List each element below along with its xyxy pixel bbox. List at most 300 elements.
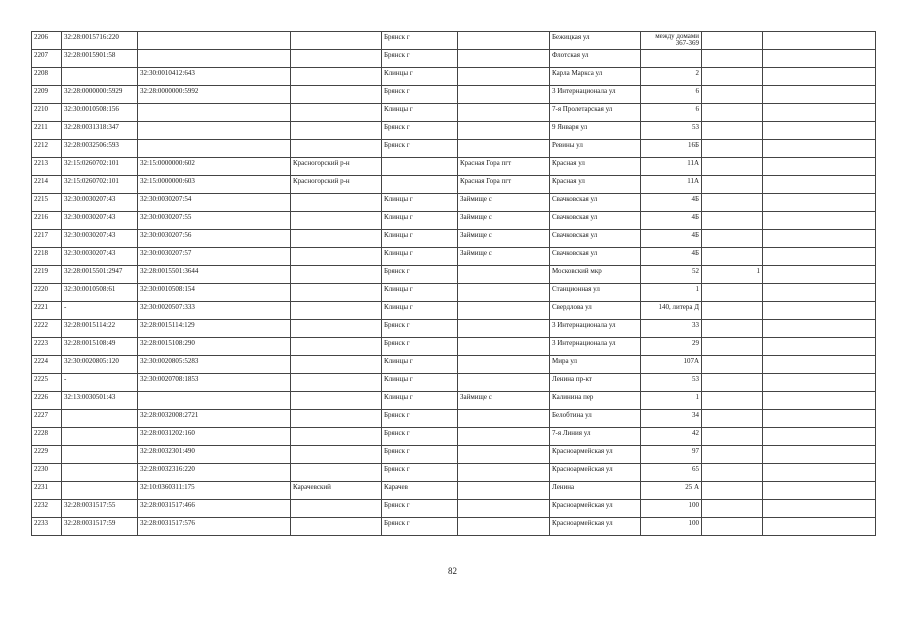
note-cell	[763, 392, 876, 410]
table-row	[32, 230, 876, 248]
table-row	[32, 302, 876, 320]
table-row	[32, 266, 876, 284]
table-row	[32, 104, 876, 122]
cadastral-number-cell: 32:28:0031517:55	[62, 500, 138, 518]
settlement-cell	[458, 356, 550, 374]
cadastral-number-cell: 32:28:0032506:593	[62, 140, 138, 158]
object-cadastral-cell: 32:10:0360311:175	[138, 482, 291, 500]
extra-cell	[702, 500, 763, 518]
city-cell: Клинцы г	[382, 302, 458, 320]
street-cell: Свачковская ул	[550, 194, 641, 212]
extra-cell	[702, 302, 763, 320]
table-row	[32, 284, 876, 302]
cadastral-number-cell	[62, 410, 138, 428]
city-cell: Карачев	[382, 482, 458, 500]
district-cell	[291, 356, 382, 374]
house-cell: 100	[641, 518, 702, 536]
row-number-cell: 2228	[32, 428, 62, 446]
city-cell: Брянск г	[382, 518, 458, 536]
object-cadastral-cell: 32:30:0030207:57	[138, 248, 291, 266]
note-cell	[763, 446, 876, 464]
table-row	[32, 158, 876, 176]
extra-cell	[702, 482, 763, 500]
row-number-cell: 2215	[32, 194, 62, 212]
settlement-cell	[458, 338, 550, 356]
object-cadastral-cell: 32:30:0020805:5283	[138, 356, 291, 374]
house-cell: между домами 367-369	[641, 32, 702, 50]
cadastral-number-cell: 32:15:0260702:101	[62, 176, 138, 194]
city-cell: Брянск г	[382, 266, 458, 284]
cadastral-number-cell: 32:28:0015501:2947	[62, 266, 138, 284]
note-cell	[763, 320, 876, 338]
house-cell: 4Б	[641, 230, 702, 248]
note-cell	[763, 158, 876, 176]
cadastral-number-cell	[62, 446, 138, 464]
object-cadastral-cell: 32:15:0000000:602	[138, 158, 291, 176]
note-cell	[763, 266, 876, 284]
district-cell	[291, 374, 382, 392]
street-cell: Красная ул	[550, 176, 641, 194]
row-number-cell: 2207	[32, 50, 62, 68]
extra-cell	[702, 338, 763, 356]
settlement-cell: Займище с	[458, 212, 550, 230]
house-cell: 140, литера Д	[641, 302, 702, 320]
city-cell: Клинцы г	[382, 230, 458, 248]
cadastral-number-cell: 32:28:0015716:220	[62, 32, 138, 50]
street-cell: Мира ул	[550, 356, 641, 374]
district-cell	[291, 86, 382, 104]
note-cell	[763, 410, 876, 428]
note-cell	[763, 338, 876, 356]
house-cell: 42	[641, 428, 702, 446]
district-cell	[291, 284, 382, 302]
street-cell: Свердлова ул	[550, 302, 641, 320]
object-cadastral-cell	[138, 392, 291, 410]
district-cell	[291, 32, 382, 50]
city-cell: Клинцы г	[382, 392, 458, 410]
house-cell: 4Б	[641, 194, 702, 212]
row-number-cell: 2216	[32, 212, 62, 230]
house-cell: 53	[641, 374, 702, 392]
extra-cell	[702, 248, 763, 266]
district-cell	[291, 518, 382, 536]
cadastral-number-cell	[62, 428, 138, 446]
city-cell: Клинцы г	[382, 68, 458, 86]
table-row	[32, 122, 876, 140]
settlement-cell	[458, 446, 550, 464]
settlement-cell	[458, 464, 550, 482]
house-cell: 2	[641, 68, 702, 86]
cadastral-number-cell: 32:28:0000000:5929	[62, 86, 138, 104]
note-cell	[763, 32, 876, 50]
table-row	[32, 32, 876, 50]
cadastral-number-cell: 32:28:0015901:58	[62, 50, 138, 68]
row-number-cell: 2230	[32, 464, 62, 482]
note-cell	[763, 428, 876, 446]
street-cell: 3 Интернационала ул	[550, 320, 641, 338]
object-cadastral-cell: 32:28:0031517:576	[138, 518, 291, 536]
district-cell	[291, 338, 382, 356]
object-cadastral-cell: 32:28:0031517:466	[138, 500, 291, 518]
city-cell: Клинцы г	[382, 284, 458, 302]
cadastral-number-cell	[62, 68, 138, 86]
street-cell: 3 Интернационала ул	[550, 338, 641, 356]
note-cell	[763, 212, 876, 230]
row-number-cell: 2220	[32, 284, 62, 302]
district-cell: Красногорский р-н	[291, 176, 382, 194]
row-number-cell: 2218	[32, 248, 62, 266]
extra-cell	[702, 230, 763, 248]
city-cell: Клинцы г	[382, 212, 458, 230]
table-row	[32, 68, 876, 86]
settlement-cell	[458, 50, 550, 68]
row-number-cell: 2208	[32, 68, 62, 86]
settlement-cell	[458, 32, 550, 50]
settlement-cell	[458, 68, 550, 86]
table-row	[32, 428, 876, 446]
note-cell	[763, 518, 876, 536]
extra-cell	[702, 176, 763, 194]
street-cell: Флотская ул	[550, 50, 641, 68]
city-cell: Клинцы г	[382, 248, 458, 266]
note-cell	[763, 464, 876, 482]
house-cell: 6	[641, 104, 702, 122]
table-row	[32, 320, 876, 338]
object-cadastral-cell: 32:28:0032008:2721	[138, 410, 291, 428]
street-cell: Свачковская ул	[550, 212, 641, 230]
house-cell: 4Б	[641, 248, 702, 266]
city-cell: Брянск г	[382, 320, 458, 338]
note-cell	[763, 140, 876, 158]
street-cell: Станционная ул	[550, 284, 641, 302]
house-cell: 52	[641, 266, 702, 284]
table-row	[32, 518, 876, 536]
house-cell: 4Б	[641, 212, 702, 230]
object-cadastral-cell: 32:28:0032301:490	[138, 446, 291, 464]
table-row	[32, 374, 876, 392]
street-cell: Красноармейская ул	[550, 464, 641, 482]
object-cadastral-cell	[138, 32, 291, 50]
district-cell	[291, 500, 382, 518]
registry-table	[31, 31, 876, 536]
city-cell: Брянск г	[382, 50, 458, 68]
city-cell	[382, 158, 458, 176]
district-cell	[291, 230, 382, 248]
cadastral-number-cell: 32:30:0030207:43	[62, 248, 138, 266]
district-cell	[291, 122, 382, 140]
cadastral-number-cell: 32:30:0030207:43	[62, 212, 138, 230]
extra-cell	[702, 140, 763, 158]
settlement-cell	[458, 518, 550, 536]
extra-cell	[702, 284, 763, 302]
house-cell: 11А	[641, 158, 702, 176]
settlement-cell	[458, 86, 550, 104]
object-cadastral-cell: 32:28:0032316:220	[138, 464, 291, 482]
cadastral-number-cell: 32:28:0015108:49	[62, 338, 138, 356]
city-cell: Клинцы г	[382, 374, 458, 392]
cadastral-number-cell	[62, 482, 138, 500]
table-row	[32, 338, 876, 356]
house-cell: 25 А	[641, 482, 702, 500]
settlement-cell	[458, 428, 550, 446]
table-row	[32, 86, 876, 104]
object-cadastral-cell: 32:30:0030207:56	[138, 230, 291, 248]
extra-cell	[702, 194, 763, 212]
district-cell	[291, 248, 382, 266]
object-cadastral-cell: 32:30:0020507:333	[138, 302, 291, 320]
row-number-cell: 2229	[32, 446, 62, 464]
extra-cell	[702, 410, 763, 428]
row-number-cell: 2222	[32, 320, 62, 338]
house-cell: 107А	[641, 356, 702, 374]
house-cell: 100	[641, 500, 702, 518]
table-row	[32, 248, 876, 266]
house-cell: 16Б	[641, 140, 702, 158]
note-cell	[763, 356, 876, 374]
cadastral-number-cell: 32:30:0020805:120	[62, 356, 138, 374]
note-cell	[763, 68, 876, 86]
table-row	[32, 140, 876, 158]
settlement-cell	[458, 266, 550, 284]
table-row	[32, 194, 876, 212]
city-cell: Брянск г	[382, 122, 458, 140]
city-cell: Брянск г	[382, 500, 458, 518]
cadastral-number-cell: 32:13:0030501:43	[62, 392, 138, 410]
street-cell: 7-я Пролетарская ул	[550, 104, 641, 122]
settlement-cell: Красная Гора пгт	[458, 158, 550, 176]
city-cell: Клинцы г	[382, 194, 458, 212]
row-number-cell: 2221	[32, 302, 62, 320]
table-row	[32, 410, 876, 428]
note-cell	[763, 230, 876, 248]
district-cell	[291, 104, 382, 122]
cadastral-number-cell: 32:28:0015114:22	[62, 320, 138, 338]
extra-cell	[702, 446, 763, 464]
street-cell: Красная ул	[550, 158, 641, 176]
settlement-cell	[458, 122, 550, 140]
house-cell: 34	[641, 410, 702, 428]
note-cell	[763, 482, 876, 500]
page-number: 82	[448, 566, 457, 576]
street-cell: 3 Интернационала ул	[550, 86, 641, 104]
cadastral-number-cell: -	[62, 302, 138, 320]
object-cadastral-cell: 32:28:0000000:5992	[138, 86, 291, 104]
city-cell: Брянск г	[382, 338, 458, 356]
extra-cell	[702, 392, 763, 410]
settlement-cell	[458, 320, 550, 338]
row-number-cell: 2232	[32, 500, 62, 518]
cadastral-number-cell	[62, 464, 138, 482]
extra-cell	[702, 68, 763, 86]
settlement-cell	[458, 374, 550, 392]
district-cell: Карачевский	[291, 482, 382, 500]
house-cell: 1	[641, 284, 702, 302]
table-row	[32, 50, 876, 68]
extra-cell	[702, 374, 763, 392]
district-cell	[291, 392, 382, 410]
object-cadastral-cell	[138, 140, 291, 158]
extra-cell	[702, 464, 763, 482]
district-cell	[291, 302, 382, 320]
extra-cell	[702, 158, 763, 176]
table-row	[32, 176, 876, 194]
table-row	[32, 392, 876, 410]
extra-cell	[702, 104, 763, 122]
object-cadastral-cell: 32:15:0000000:603	[138, 176, 291, 194]
street-cell: Красноармейская ул	[550, 500, 641, 518]
extra-cell	[702, 518, 763, 536]
row-number-cell: 2233	[32, 518, 62, 536]
district-cell	[291, 464, 382, 482]
street-cell: Ленина	[550, 482, 641, 500]
city-cell: Брянск г	[382, 86, 458, 104]
street-cell: Бежицкая ул	[550, 32, 641, 50]
settlement-cell	[458, 302, 550, 320]
street-cell: Карла Маркса ул	[550, 68, 641, 86]
row-number-cell: 2225	[32, 374, 62, 392]
note-cell	[763, 194, 876, 212]
table-row	[32, 500, 876, 518]
note-cell	[763, 122, 876, 140]
extra-cell	[702, 122, 763, 140]
settlement-cell	[458, 104, 550, 122]
district-cell	[291, 266, 382, 284]
street-cell: Свачковская ул	[550, 230, 641, 248]
table-row	[32, 356, 876, 374]
extra-cell	[702, 212, 763, 230]
city-cell: Брянск г	[382, 464, 458, 482]
note-cell	[763, 176, 876, 194]
district-cell	[291, 428, 382, 446]
row-number-cell: 2227	[32, 410, 62, 428]
row-number-cell: 2211	[32, 122, 62, 140]
extra-cell	[702, 356, 763, 374]
object-cadastral-cell	[138, 50, 291, 68]
row-number-cell: 2206	[32, 32, 62, 50]
district-cell	[291, 194, 382, 212]
table-row	[32, 482, 876, 500]
house-cell: 33	[641, 320, 702, 338]
house-cell: 65	[641, 464, 702, 482]
cadastral-number-cell: 32:28:0031318:347	[62, 122, 138, 140]
note-cell	[763, 104, 876, 122]
settlement-cell	[458, 482, 550, 500]
settlement-cell	[458, 140, 550, 158]
house-cell: 1	[641, 392, 702, 410]
row-number-cell: 2213	[32, 158, 62, 176]
table-row	[32, 446, 876, 464]
table-row	[32, 464, 876, 482]
object-cadastral-cell: 32:30:0030207:55	[138, 212, 291, 230]
registry-sheet	[31, 31, 875, 536]
note-cell	[763, 302, 876, 320]
street-cell: Калинина пер	[550, 392, 641, 410]
settlement-cell: Займище с	[458, 230, 550, 248]
object-cadastral-cell: 32:28:0015108:290	[138, 338, 291, 356]
house-cell: 53	[641, 122, 702, 140]
house-cell: 97	[641, 446, 702, 464]
cadastral-number-cell: -	[62, 374, 138, 392]
city-cell: Клинцы г	[382, 104, 458, 122]
city-cell: Клинцы г	[382, 356, 458, 374]
city-cell: Брянск г	[382, 428, 458, 446]
row-number-cell: 2212	[32, 140, 62, 158]
row-number-cell: 2210	[32, 104, 62, 122]
street-cell: Белобтина ул	[550, 410, 641, 428]
district-cell	[291, 50, 382, 68]
house-cell	[641, 50, 702, 68]
row-number-cell: 2226	[32, 392, 62, 410]
district-cell	[291, 320, 382, 338]
row-number-cell: 2231	[32, 482, 62, 500]
street-cell: Московский мкр	[550, 266, 641, 284]
street-cell: Красноармейская ул	[550, 446, 641, 464]
note-cell	[763, 374, 876, 392]
settlement-cell	[458, 284, 550, 302]
extra-cell	[702, 428, 763, 446]
extra-cell	[702, 320, 763, 338]
cadastral-number-cell: 32:30:0010508:156	[62, 104, 138, 122]
note-cell	[763, 284, 876, 302]
street-cell: 9 Января ул	[550, 122, 641, 140]
row-number-cell: 2214	[32, 176, 62, 194]
object-cadastral-cell: 32:30:0030207:54	[138, 194, 291, 212]
street-cell: Свачковская ул	[550, 248, 641, 266]
note-cell	[763, 86, 876, 104]
extra-cell	[702, 86, 763, 104]
settlement-cell: Красная Гора пгт	[458, 176, 550, 194]
city-cell: Брянск г	[382, 32, 458, 50]
settlement-cell	[458, 410, 550, 428]
row-number-cell: 2217	[32, 230, 62, 248]
extra-cell	[702, 32, 763, 50]
cadastral-number-cell: 32:30:0010508:61	[62, 284, 138, 302]
street-cell: Ревины ул	[550, 140, 641, 158]
street-cell: Ленина пр-кт	[550, 374, 641, 392]
table-row	[32, 212, 876, 230]
city-cell: Брянск г	[382, 140, 458, 158]
object-cadastral-cell: 32:28:0031202:160	[138, 428, 291, 446]
extra-cell	[702, 50, 763, 68]
cadastral-number-cell: 32:15:0260702:101	[62, 158, 138, 176]
cadastral-number-cell: 32:28:0031517:59	[62, 518, 138, 536]
district-cell	[291, 140, 382, 158]
city-cell	[382, 176, 458, 194]
settlement-cell: Займище с	[458, 392, 550, 410]
district-cell	[291, 212, 382, 230]
street-cell: 7-я Линия ул	[550, 428, 641, 446]
object-cadastral-cell: 32:28:0015501:3644	[138, 266, 291, 284]
settlement-cell: Займище с	[458, 194, 550, 212]
note-cell	[763, 248, 876, 266]
street-cell: Красноармейская ул	[550, 518, 641, 536]
district-cell	[291, 68, 382, 86]
house-cell: 29	[641, 338, 702, 356]
extra-cell: 1	[702, 266, 763, 284]
object-cadastral-cell: 32:28:0015114:129	[138, 320, 291, 338]
object-cadastral-cell: 32:30:0010412:643	[138, 68, 291, 86]
city-cell: Брянск г	[382, 410, 458, 428]
settlement-cell: Займище с	[458, 248, 550, 266]
city-cell: Брянск г	[382, 446, 458, 464]
object-cadastral-cell	[138, 122, 291, 140]
row-number-cell: 2224	[32, 356, 62, 374]
cadastral-number-cell: 32:30:0030207:43	[62, 230, 138, 248]
district-cell: Красногорский р-н	[291, 158, 382, 176]
note-cell	[763, 500, 876, 518]
row-number-cell: 2223	[32, 338, 62, 356]
note-cell	[763, 50, 876, 68]
